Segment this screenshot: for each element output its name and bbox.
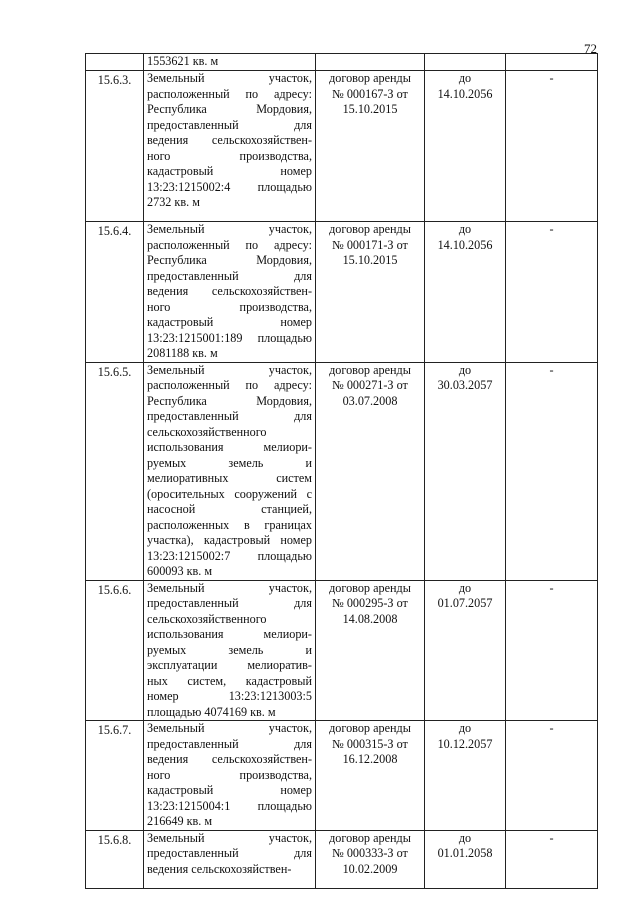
description-line: 13:23:1215001:189 площадью [147, 330, 312, 345]
contract-line: договор аренды [329, 580, 411, 595]
item-number-cell [86, 830, 144, 888]
contract-cell [316, 71, 425, 222]
encumbrance-cell [506, 71, 598, 222]
dash-mark: - [549, 222, 554, 236]
term-line: до [458, 580, 472, 595]
contract-cell [316, 362, 425, 580]
term-line: до [458, 830, 472, 845]
term-line: до [458, 71, 472, 85]
term-line: 14.10.2056 [437, 237, 493, 252]
description-line: Земельный участок, [147, 362, 312, 377]
description-line: ного производства, [147, 299, 312, 314]
contract-line: 14.08.2008 [342, 611, 398, 626]
description-line: расположенный по адресу: [147, 378, 312, 392]
description-line: 2732 кв. м [147, 195, 200, 209]
dash-mark: - [549, 721, 554, 735]
description-line: 216649 кв. м [147, 814, 213, 828]
description-line: ного производства, [147, 767, 312, 782]
item-number-cell [86, 222, 144, 363]
continued-desc-cell: 1553621 кв. м [144, 54, 316, 71]
description-line: ведения сельскохозяйствен- [147, 752, 312, 766]
contract-line: договор аренды [329, 222, 411, 236]
term-line: 10.12.2057 [437, 736, 493, 751]
contract-line: № 000167-З от [332, 86, 408, 101]
description-line: 13:23:1215002:4 площадью [147, 179, 312, 194]
description-line: руемых земель и [147, 642, 312, 657]
description-line: 2081188 кв. м [147, 346, 218, 360]
description-line: предоставленный для [147, 596, 312, 610]
description-line: (оросительных сооружений с [147, 486, 312, 501]
term-line: до [458, 222, 472, 236]
contract-line: договор аренды [329, 362, 411, 377]
table-row [86, 71, 598, 222]
item-number-cell [86, 362, 144, 580]
description-line: мелиоративных систем [147, 471, 312, 485]
dash-mark: - [549, 830, 554, 845]
term-cell [425, 362, 506, 580]
encumbrance-cell [506, 830, 598, 888]
description-line: ведения сельскохозяйствен- [147, 284, 312, 298]
description-line: сельскохозяйственного [147, 424, 267, 439]
term-cell [425, 71, 506, 222]
description-line: ведения сельскохозяйствен- [147, 133, 312, 147]
encumbrance-cell [506, 222, 598, 363]
description-line: кадастровый номер [147, 783, 312, 797]
term-line: до [458, 362, 472, 377]
term-cell [425, 721, 506, 831]
description-line: насосной станцией, [147, 502, 312, 516]
contract-line: 16.12.2008 [342, 752, 398, 766]
contract-line: 10.02.2009 [342, 861, 398, 876]
item-number: 15.6.5. [97, 364, 132, 379]
item-number: 15.6.7. [97, 723, 132, 737]
term-line: 01.01.2058 [437, 846, 493, 860]
term-line: 01.07.2057 [437, 596, 493, 610]
description-line: предоставленный для [147, 846, 312, 860]
description-line: 600093 кв. м [147, 564, 213, 578]
item-number-cell [86, 721, 144, 831]
description-line: расположенный по адресу: [147, 86, 312, 101]
description-line: предоставленный для [147, 409, 312, 423]
table-row [86, 721, 598, 831]
contract-line: договор аренды [329, 830, 411, 845]
contract-line: № 000315-З от [332, 736, 408, 751]
description-cell [144, 580, 316, 721]
description-cell [144, 362, 316, 580]
description-line: предоставленный для [147, 736, 312, 751]
description-line: кадастровый номер [147, 164, 312, 178]
table-row-continued [86, 54, 598, 71]
contract-cell [316, 580, 425, 721]
contract-line: № 000333-З от [332, 846, 408, 860]
description-cell [144, 222, 316, 363]
contract-cell [316, 222, 425, 363]
encumbrance-cell [506, 580, 598, 721]
item-number-cell [86, 580, 144, 721]
description-line: предоставленный для [147, 268, 312, 283]
description-cell [144, 721, 316, 831]
contract-line: 15.10.2015 [342, 253, 398, 267]
description-line: Земельный участок, [147, 580, 312, 595]
contract-line: 03.07.2008 [342, 393, 398, 408]
page-number: 72 [584, 41, 597, 56]
contract-line: договор аренды [329, 721, 411, 735]
term-line: 30.03.2057 [437, 378, 493, 392]
term-cell [425, 580, 506, 721]
description-line: кадастровый номер [147, 315, 312, 329]
dash-mark: - [549, 580, 554, 595]
description-line: эксплуатации мелиоратив- [147, 658, 312, 672]
contract-line: № 000271-З от [332, 378, 408, 392]
description-cell [144, 71, 316, 222]
description-line: Земельный участок, [147, 721, 312, 735]
description-line: ведения сельскохозяйствен- [147, 861, 292, 876]
description-line: номер 13:23:1213003:5 [147, 689, 312, 703]
description-line: Республика Мордовия, [147, 393, 312, 408]
item-number: 15.6.6. [97, 582, 132, 597]
dash-mark: - [549, 362, 554, 377]
description-line: Республика Мордовия, [147, 102, 312, 116]
contract-cell [316, 830, 425, 888]
description-line: 13:23:1215004:1 площадью [147, 798, 312, 813]
description-line: использования мелиори- [147, 440, 312, 454]
description-line: руемых земель и [147, 455, 312, 470]
description-line: ного производства, [147, 148, 312, 163]
term-cell [425, 830, 506, 888]
description-cell [144, 830, 316, 888]
encumbrance-cell [506, 362, 598, 580]
item-number-cell [86, 71, 144, 222]
land-lease-table [85, 53, 598, 889]
description-line: сельскохозяйственного [147, 611, 267, 626]
contract-line: 15.10.2015 [342, 102, 398, 116]
contract-cell [316, 721, 425, 831]
contract-line: № 000295-З от [332, 596, 408, 610]
contract-line: договор аренды [329, 71, 411, 85]
encumbrance-cell [506, 721, 598, 831]
table-row [86, 830, 598, 888]
description-line: участка), кадастровый номер [147, 533, 312, 547]
description-line: Земельный участок, [147, 71, 312, 85]
table-row [86, 362, 598, 580]
item-number: 15.6.3. [97, 73, 132, 87]
description-line: Республика Мордовия, [147, 253, 312, 267]
term-line: 14.10.2056 [437, 86, 493, 101]
item-number: 15.6.8. [97, 832, 132, 847]
contract-line: № 000171-З от [332, 237, 408, 252]
description-line: расположенных в границах [147, 517, 312, 532]
description-line: ных систем, кадастровый [147, 673, 312, 688]
description-line: 13:23:1215002:7 площадью [147, 548, 312, 563]
description-line: Земельный участок, [147, 222, 312, 236]
description-line: Земельный участок, [147, 830, 312, 845]
term-cell [425, 222, 506, 363]
description-line: площадью 4074169 кв. м [147, 704, 276, 719]
table-row [86, 222, 598, 363]
description-line: использования мелиори- [147, 627, 312, 641]
description-line: расположенный по адресу: [147, 237, 312, 252]
dash-mark: - [549, 71, 554, 85]
description-line: предоставленный для [147, 117, 312, 132]
term-line: до [458, 721, 472, 735]
item-number: 15.6.4. [97, 224, 132, 238]
table-row [86, 580, 598, 721]
